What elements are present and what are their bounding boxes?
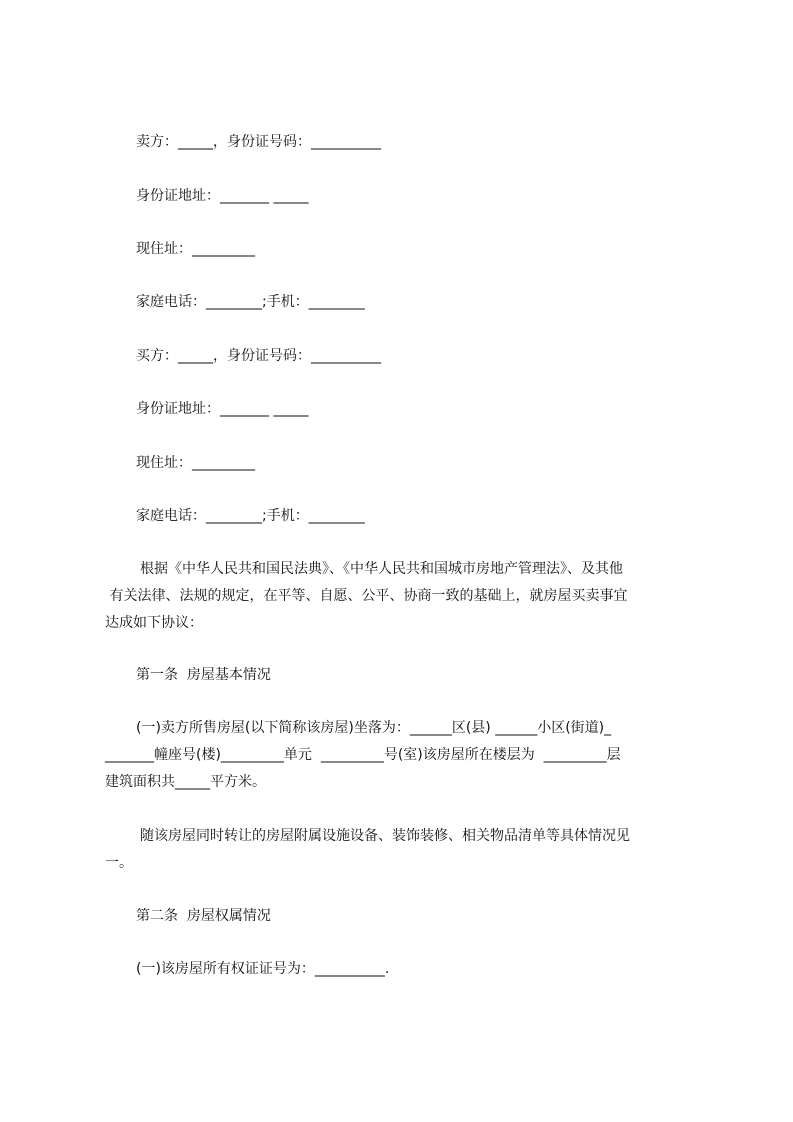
article-2-clause-1: (一)该房屋所有权证证号为：__________. [136,961,390,977]
buyer-phone-line: 家庭电话：________;手机：________ [136,508,365,524]
article-1-clause-1-line-1: (一)卖方所售房屋(以下简称该房屋)坐落为：______区(县) ______小区(街道)_ [136,720,612,736]
seller-name-line: 卖方：_____，身份证号码：__________ [136,134,381,150]
buyer-name-line: 买方：_____，身份证号码：__________ [136,348,381,364]
article-2-heading: 第二条 房屋权属情况 [136,908,271,924]
preamble-line-3: 达成如下协议： [105,615,203,631]
attachments-line-1: 随该房屋同时转让的房屋附属设施设备、装饰装修、相关物品清单等具体情况见 [140,828,630,844]
article-1-clause-1-line-3: 建筑面积共_____平方米。 [105,774,266,790]
buyer-id-address-line: 身份证地址：_______ _____ [136,401,309,417]
buyer-current-address-line: 现住址：_________ [136,455,255,471]
seller-phone-line: 家庭电话：________;手机：________ [136,294,365,310]
seller-current-address-line: 现住址：_________ [136,241,255,257]
article-1-clause-1-line-2: _______幢座号(楼)_________单元 _________号(室)该房屋所在楼层为 _________层 [105,747,621,763]
article-1-heading: 第一条 房屋基本情况 [136,667,271,683]
preamble-line-1: 根据《中华人民共和国民法典》、《中华人民共和国城市房地产管理法》、及其他 [140,561,623,577]
attachments-line-2: 一。 [105,855,133,871]
seller-id-address-line: 身份证地址：_______ _____ [136,188,309,204]
preamble-line-2: 有关法律、法规的规定，在平等、自愿、公平、协商一致的基础上，就房屋买卖事宜 [105,588,628,604]
